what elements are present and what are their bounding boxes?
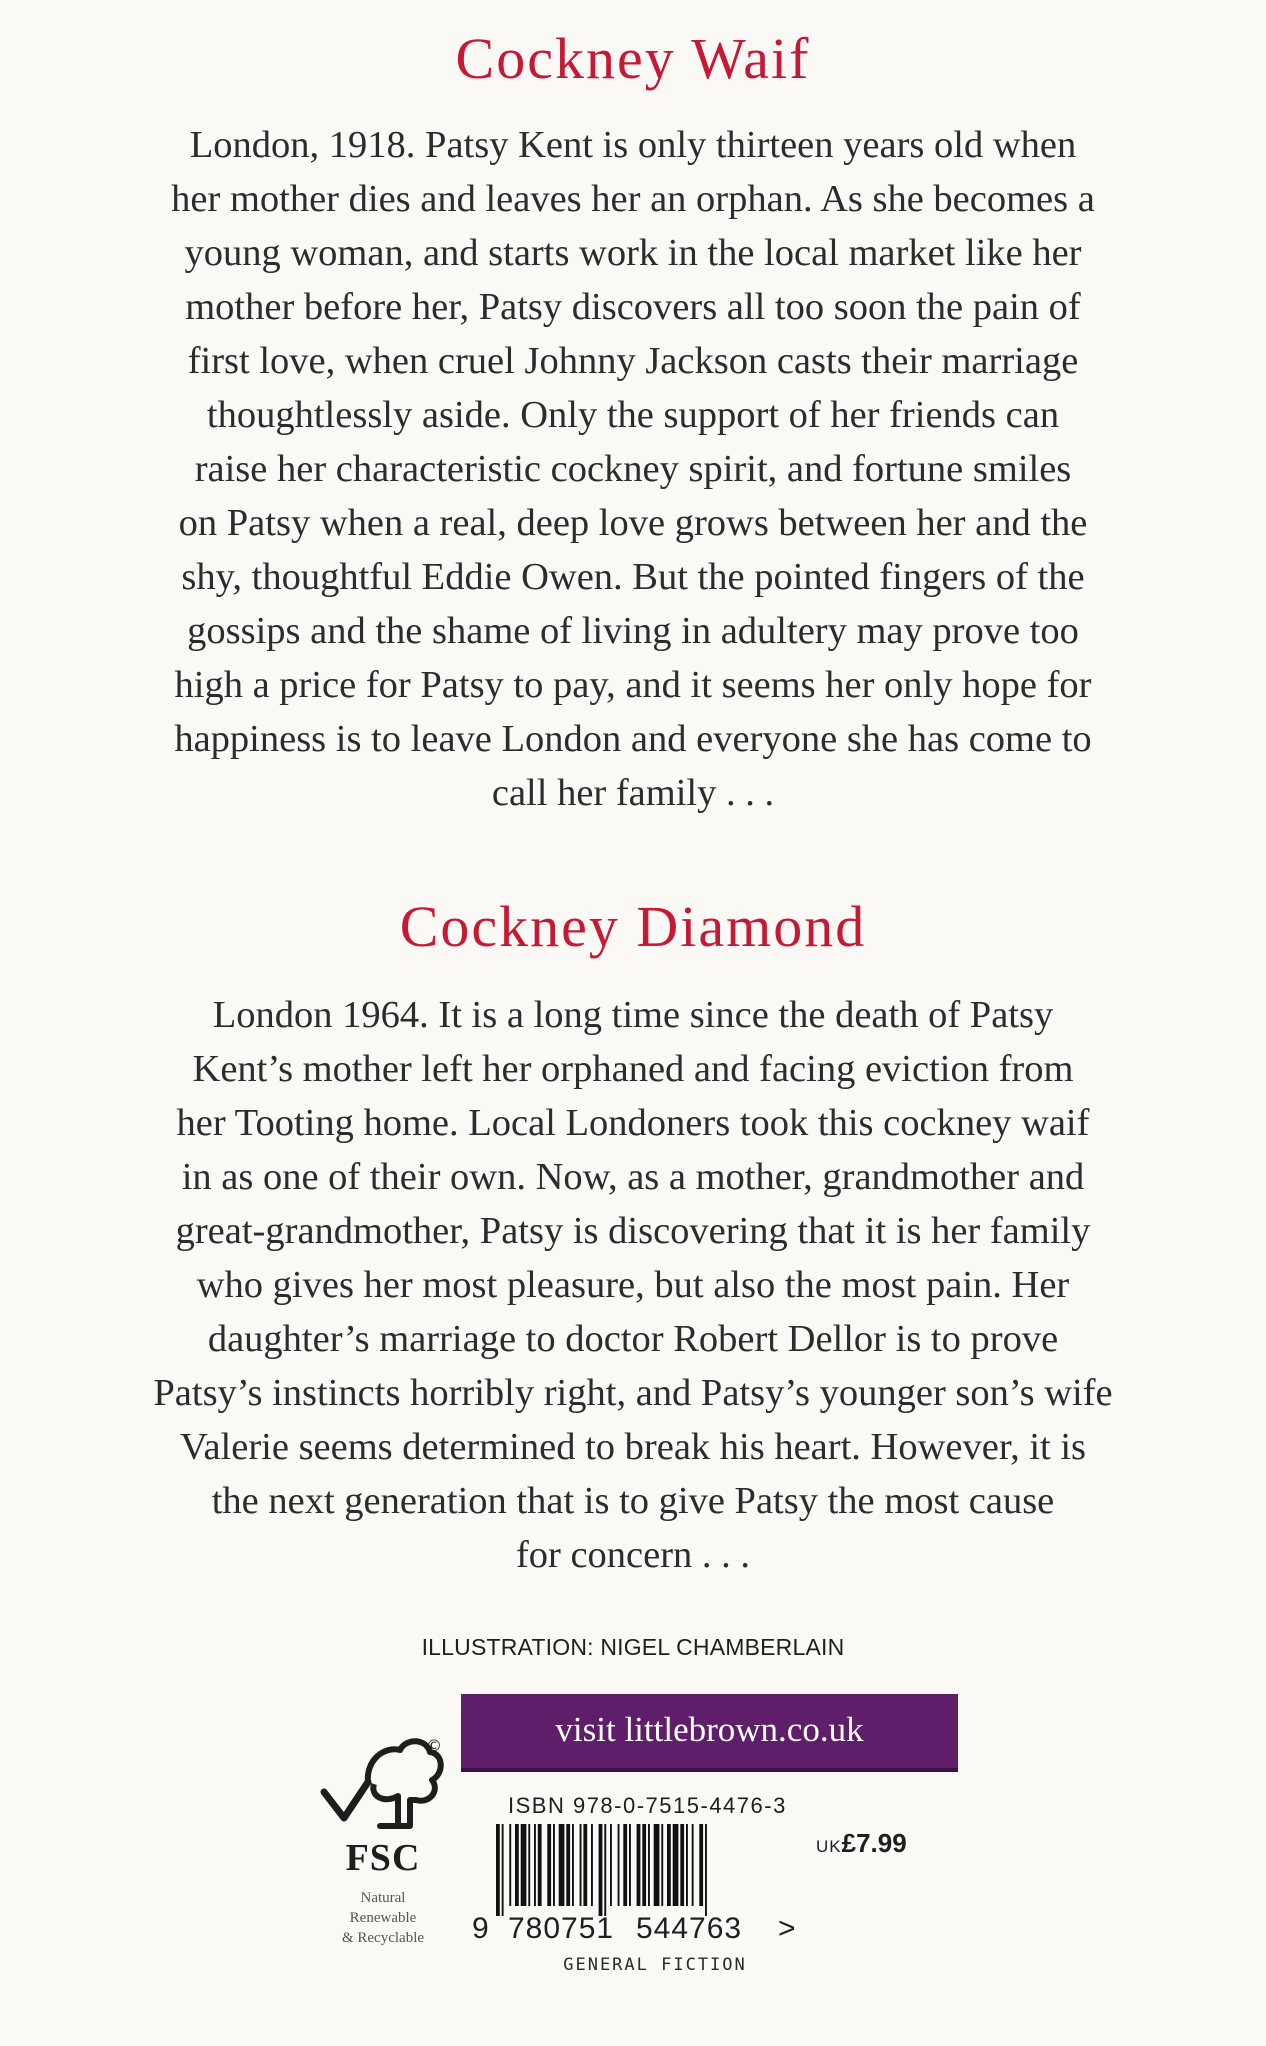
blurb-line: mother before her, Patsy discovers all too soon the pain of bbox=[185, 286, 1081, 328]
barcode-bar bbox=[604, 1824, 606, 1916]
barcode-group-1: 780751 bbox=[508, 1912, 615, 1945]
barcode bbox=[468, 1820, 808, 1950]
website-link-banner[interactable]: visit littlebrown.co.uk bbox=[461, 1694, 958, 1772]
barcode-bar bbox=[509, 1824, 511, 1906]
barcode-bar bbox=[580, 1824, 582, 1906]
barcode-bars bbox=[496, 1824, 707, 1916]
barcode-bar bbox=[686, 1824, 688, 1906]
barcode-bar bbox=[705, 1824, 707, 1916]
blurb-line: raise her characteristic cockney spirit, and fortune smiles bbox=[194, 448, 1072, 490]
blurb-line: Patsy’s instincts horribly right, and Patsy’s younger son’s wife bbox=[153, 1372, 1113, 1414]
barcode-bar bbox=[618, 1824, 620, 1906]
blurb-line: shy, thoughtful Eddie Owen. But the pointed fingers of the bbox=[181, 556, 1085, 598]
barcode-bar bbox=[692, 1824, 694, 1906]
barcode-bar bbox=[538, 1824, 542, 1906]
barcode-bar bbox=[654, 1824, 660, 1906]
blurb-line: young woman, and starts work in the local market like her bbox=[184, 232, 1082, 274]
blurb-line: on Patsy when a real, deep love grows between her and the bbox=[178, 502, 1088, 544]
blurb-line: London 1964. It is a long time since the death of Patsy bbox=[212, 994, 1054, 1036]
barcode-bar bbox=[502, 1824, 504, 1916]
section-title-cockney-diamond: Cockney Diamond bbox=[399, 894, 867, 959]
blurb-line: call her family . . . bbox=[491, 772, 775, 814]
blurb-line: her mother dies and leaves her an orphan. As she becomes a bbox=[171, 178, 1095, 220]
barcode-group-2: 544763 bbox=[636, 1912, 743, 1945]
blurb-line: for concern . . . bbox=[515, 1534, 751, 1576]
barcode-bar bbox=[699, 1824, 703, 1906]
blurb-line: her Tooting home. Local Londoners took this cockney waif bbox=[176, 1102, 1090, 1144]
barcode-bar bbox=[637, 1824, 641, 1906]
fsc-label: FSC bbox=[345, 1837, 421, 1879]
barcode-bar bbox=[667, 1824, 671, 1906]
barcode-bar bbox=[559, 1824, 565, 1906]
blurb-line: London, 1918. Patsy Kent is only thirteen years old when bbox=[189, 124, 1077, 166]
barcode-bar bbox=[583, 1824, 587, 1906]
isbn-number: ISBN 978-0-7515-4476-3 bbox=[508, 1793, 787, 1818]
fsc-tagline-line: Natural bbox=[360, 1890, 406, 1906]
blurb-line: who gives her most pleasure, but also the most pain. Her bbox=[196, 1264, 1070, 1306]
blurb-line: Valerie seems determined to break his heart. However, it is bbox=[179, 1426, 1087, 1468]
barcode-bar bbox=[521, 1824, 527, 1906]
barcode-bar bbox=[547, 1824, 551, 1906]
section-title-cockney-waif: Cockney Waif bbox=[455, 26, 811, 91]
barcode-bar bbox=[591, 1824, 593, 1906]
price-region: UK bbox=[816, 1837, 842, 1856]
blurb-cockney-waif bbox=[60, 118, 1206, 820]
blurb-line: happiness is to leave London and everyone she has come to bbox=[174, 718, 1092, 760]
barcode-bar bbox=[680, 1824, 684, 1906]
blurb-line: first love, when cruel Johnny Jackson casts their marriage bbox=[187, 340, 1079, 382]
blurb-line: Kent’s mother left her orphaned and facing eviction from bbox=[192, 1048, 1074, 1090]
barcode-bar bbox=[528, 1824, 530, 1906]
price-amount: £7.99 bbox=[841, 1828, 907, 1858]
blurb-cockney-diamond bbox=[60, 988, 1206, 1582]
barcode-prefix: 9 bbox=[472, 1912, 489, 1945]
barcode-bar bbox=[642, 1824, 646, 1906]
barcode-bar bbox=[496, 1824, 500, 1916]
copyright-mark: © bbox=[426, 1736, 442, 1755]
fsc-tagline-line: & Recyclable bbox=[341, 1930, 425, 1946]
genre-category: GENERAL FICTION bbox=[563, 1955, 747, 1975]
blurb-line: daughter’s marriage to doctor Robert Dellor is to prove bbox=[207, 1318, 1059, 1360]
barcode-bar bbox=[553, 1824, 555, 1906]
blurb-line: in as one of their own. Now, as a mother, grandmother and bbox=[181, 1156, 1085, 1198]
barcode-bar bbox=[572, 1824, 574, 1906]
barcode-bar bbox=[629, 1824, 631, 1906]
barcode-bar bbox=[534, 1824, 536, 1906]
barcode-bar bbox=[610, 1824, 612, 1906]
fsc-tagline bbox=[318, 1888, 448, 1948]
barcode-bar bbox=[661, 1824, 663, 1906]
barcode-bar bbox=[566, 1824, 570, 1906]
barcode-bar bbox=[515, 1824, 519, 1906]
barcode-bar bbox=[673, 1824, 679, 1906]
barcode-bar bbox=[623, 1824, 627, 1906]
blurb-line: gossips and the shame of living in adultery may prove too bbox=[187, 610, 1079, 652]
blurb-line: high a price for Patsy to pay, and it seems her only hope for bbox=[174, 664, 1092, 706]
fsc-tagline-line: Renewable bbox=[349, 1910, 417, 1926]
blurb-line: thoughtlessly aside. Only the support of her friends can bbox=[206, 394, 1060, 436]
barcode-suffix: > bbox=[778, 1912, 796, 1945]
blurb-line: the next generation that is to give Patsy the most cause bbox=[211, 1480, 1055, 1522]
blurb-line: great-grandmother, Patsy is discovering that it is her family bbox=[175, 1210, 1091, 1252]
illustration-credit: ILLUSTRATION: NIGEL CHAMBERLAIN bbox=[421, 1634, 845, 1660]
price bbox=[816, 1828, 907, 1859]
barcode-bar bbox=[648, 1824, 650, 1906]
barcode-bar bbox=[599, 1824, 603, 1916]
